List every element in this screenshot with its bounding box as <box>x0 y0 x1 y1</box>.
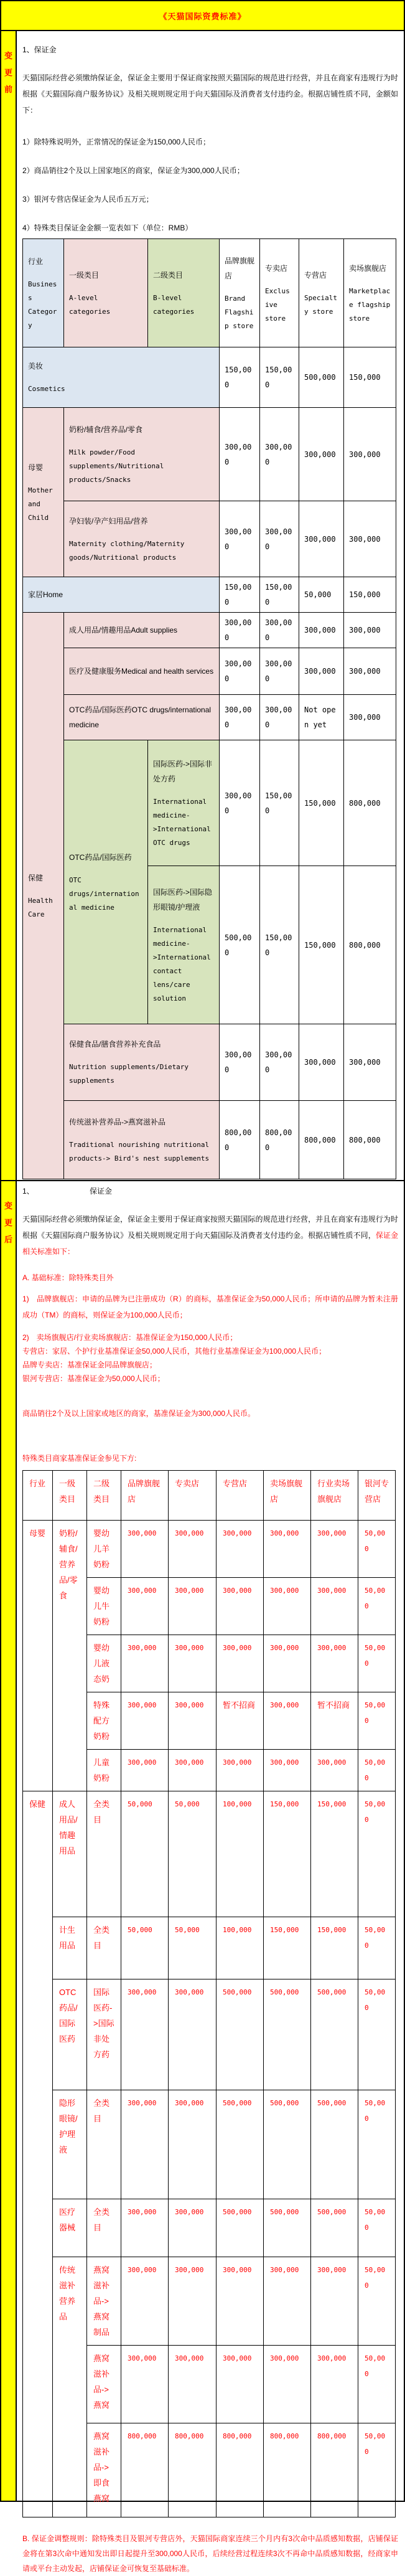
section-after-change <box>1 1180 404 2573</box>
fee-cell: 150,000 <box>260 347 299 408</box>
category-cell <box>64 648 220 695</box>
fee-cell: 300,000 <box>264 1635 311 1692</box>
fee-cell: 500,000 <box>299 347 344 408</box>
fee-cell: 150,000 <box>220 577 260 613</box>
industry-cell <box>23 408 64 577</box>
fee-cell: 300,000 <box>220 408 260 501</box>
table-row-supplements <box>23 1024 396 1101</box>
fee-cell: 300,000 <box>220 501 260 577</box>
fee-cell: 300,000 <box>169 1521 216 1578</box>
basic-standard-item-galaxy: 银河专营店：基准保证金为50,000人民币； <box>22 1374 165 1383</box>
deposit-item-2: 2）商品销往2个及以上国家地区的商家，保证金为300,000人民币； <box>22 166 244 175</box>
industry-en: Health Care <box>28 896 53 918</box>
table-header-row <box>23 239 396 347</box>
fee-cell: 300,000 <box>344 648 396 695</box>
table-row-medical <box>23 648 396 695</box>
fee-cell: 300,000 <box>121 1750 169 1791</box>
basic-standard-item-2: 2) 卖场旗舰店/行业卖场旗舰店：基准保证金为150,000人民币； <box>22 1333 238 1342</box>
category-cell: 燕窝滋补品->燕窝制品 <box>87 2257 121 2346</box>
category-cell <box>64 1024 220 1101</box>
category-cell <box>64 408 220 501</box>
category-cell: 传统滋补营养品 <box>53 2257 87 2517</box>
deposit-intro-paragraph <box>22 1211 398 1260</box>
header-cell-brand-flagship <box>220 239 260 347</box>
fee-cell: 50,000 <box>358 1979 396 2090</box>
fee-cell: 800,000 <box>344 740 396 866</box>
fee-cell: 150,000 <box>299 866 344 1024</box>
basic-standard-item-brand-exclusive: 品牌专卖店：基准保证金同品牌旗舰店； <box>22 1361 157 1369</box>
header-cn: 行业 <box>28 257 44 266</box>
category-cn: 奶粉/辅食/营养品/零食 <box>69 425 143 434</box>
fee-cell: 300,000 <box>121 2257 169 2346</box>
fee-cell: 300,000 <box>344 501 396 577</box>
fee-cell: 300,000 <box>121 2090 169 2199</box>
industry-cell: 母婴 <box>23 1521 53 1791</box>
header-en: A-level categories <box>69 293 111 316</box>
fee-cell: 50,000 <box>358 1791 396 1917</box>
category-cn: OTC药品/国际医药 <box>69 852 132 862</box>
fee-cell: 50,000 <box>121 1791 169 1917</box>
header-cell-marketplace <box>344 239 396 347</box>
table-row <box>23 1917 396 1979</box>
fee-cell: 300,000 <box>216 1635 264 1692</box>
header-en: Exclusive store <box>265 286 290 323</box>
fee-cell: 300,000 <box>264 2346 311 2423</box>
category-cell <box>148 740 220 866</box>
table-row-adult <box>23 613 396 648</box>
fee-cell: 500,000 <box>264 2090 311 2199</box>
deposit-heading <box>22 1186 398 1196</box>
category-cn: 家居Home <box>28 590 63 599</box>
fee-cell: 300,000 <box>121 2346 169 2423</box>
fee-cell: 300,000 <box>264 1692 311 1750</box>
fee-cell: 150,000 <box>311 1791 358 1917</box>
intro-red-text: 保证金相关标准如下： <box>22 1231 398 1256</box>
header-cell-exclusive: 专卖店 <box>169 1471 216 1521</box>
fee-cell: 50,000 <box>358 2257 396 2346</box>
fee-cell: 300,000 <box>220 740 260 866</box>
fee-cell: 300,000 <box>299 408 344 501</box>
category-cell: 全类目 <box>87 2199 121 2257</box>
category-en: Milk powder/Food supplements/Nutritional products/Snacks <box>69 448 164 484</box>
fee-table-before <box>22 238 396 1179</box>
fee-cell: 300,000 <box>264 1750 311 1791</box>
fee-cell: 300,000 <box>121 1521 169 1578</box>
special-category-intro: 特殊类目商家基准保证金参见下方: <box>22 1454 137 1463</box>
deposit-heading: 1、保证金 <box>22 45 57 54</box>
fee-cell: 150,000 <box>260 866 299 1024</box>
category-cell: 全类目 <box>87 1917 121 1979</box>
table-row-birdnest <box>23 1101 396 1179</box>
fee-cell: 300,000 <box>260 648 299 695</box>
change-label-char: 后 <box>4 1235 12 1244</box>
fee-cell: 800,000 <box>216 2423 264 2517</box>
fee-cell: 300,000 <box>169 2090 216 2199</box>
fee-cell: 800,000 <box>260 1101 299 1179</box>
fee-cell: 50,000 <box>169 1791 216 1917</box>
fee-cell: 300,000 <box>260 695 299 740</box>
heading-title: 保证金 <box>90 1187 113 1196</box>
fee-cell: 300,000 <box>311 2346 358 2423</box>
fee-cell: 300,000 <box>169 1578 216 1635</box>
category-cell: 儿童奶粉 <box>87 1750 121 1791</box>
fee-cell: 300,000 <box>264 1521 311 1578</box>
header-cell-marketplace: 卖场旗舰店 <box>264 1471 311 1521</box>
intro-black-text: 天猫国际经营必须缴纳保证金，保证金主要用于保证商家按照天猫国际的规范进行经营，并且在商家有违规行为时根据《天猫国际商户服务协议》及相关规则规定用于向天猫国际及消费者支付违约金。根据店铺性质不同， <box>22 1215 398 1240</box>
fee-cell: Not open yet <box>299 695 344 740</box>
deposit-item-3: 3）银河专营店保证金为人民币五万元； <box>22 195 154 204</box>
fee-cell: 100,000 <box>216 1791 264 1917</box>
category-cell: OTC药品/国际医药 <box>53 1979 87 2090</box>
category-cell: 婴幼儿羊奶粉 <box>87 1521 121 1578</box>
fee-cell: 50,000 <box>358 2423 396 2517</box>
category-cell: 婴幼儿液态奶 <box>87 1635 121 1692</box>
table-header-row <box>23 1471 396 1521</box>
fee-cell: 800,000 <box>299 1101 344 1179</box>
header-cn: 二级类目 <box>153 270 184 280</box>
category-en: Maternity clothing/Maternity goods/Nutritional products <box>69 539 185 562</box>
fee-cell: 300,000 <box>311 1635 358 1692</box>
fee-cell: 800,000 <box>344 866 396 1024</box>
fee-cell: 300,000 <box>169 1635 216 1692</box>
fee-cell: 300,000 <box>344 695 396 740</box>
fee-cell: 300,000 <box>344 408 396 501</box>
fee-cell: 800,000 <box>169 2423 216 2517</box>
industry-cell: 保健 <box>23 1791 53 2517</box>
fee-cell: 50,000 <box>358 1692 396 1750</box>
category-cell: 隐形眼镜/护理液 <box>53 2090 87 2199</box>
category-cell: 特殊配方奶粉 <box>87 1692 121 1750</box>
category-cn: 传统滋补营养品->燕窝滋补品 <box>69 1117 166 1126</box>
fee-cell: 300,000 <box>260 408 299 501</box>
category-cell: 全类目 <box>87 1791 121 1917</box>
header-en: Specialty store <box>304 293 337 316</box>
header-cell-specialty: 专营店 <box>216 1471 264 1521</box>
fee-cell: 300,000 <box>169 1750 216 1791</box>
fee-cell: 500,000 <box>216 1979 264 2090</box>
fee-cell: 300,000 <box>216 1578 264 1635</box>
category-cell <box>64 613 220 648</box>
header-cell-cat1 <box>64 239 148 347</box>
header-en: Brand Flagship store <box>225 294 254 330</box>
fee-cell: 300,000 <box>121 2199 169 2257</box>
multi-country-note: 商品销往2个及以上国家或地区的商家，基准保证金为300,000人民币。 <box>22 1409 256 1418</box>
category-cell <box>64 695 220 740</box>
fee-cell: 50,000 <box>358 1917 396 1979</box>
section-after-content <box>17 1181 404 2573</box>
table-row <box>23 1521 396 1578</box>
header-cell-cat1: 一级类目 <box>53 1471 87 1521</box>
fee-cell: 300,000 <box>169 1979 216 2090</box>
fee-cell: 50,000 <box>299 577 344 613</box>
category-cn: OTC药品/国际医药OTC drugs/international medicine <box>69 705 212 729</box>
table-row-otc-nonrx <box>23 740 396 866</box>
fee-cell: 暂不招商 <box>216 1692 264 1750</box>
category-cell <box>23 577 220 613</box>
header-cn: 一级类目 <box>69 270 100 280</box>
deposit-intro-paragraph: 天猫国际经营必须缴纳保证金，保证金主要用于保证商家按照天猫国际的规范进行经营，并且在商家有违规行为时根据《天猫国际商户服务协议》及相关规则规定用于向天猫国际及消费者支付违约金。根据店铺性质不同，金额如下： <box>22 73 398 115</box>
fee-cell: 300,000 <box>216 1750 264 1791</box>
category-cell: 婴幼儿牛奶粉 <box>87 1578 121 1635</box>
change-label-char: 更 <box>4 1218 12 1227</box>
fee-cell: 300,000 <box>220 1024 260 1101</box>
fee-cell: 300,000 <box>216 1521 264 1578</box>
fee-cell: 300,000 <box>220 695 260 740</box>
industry-en: Mother and Child <box>28 486 53 522</box>
page-title: 《天猫国际资费标准》 <box>159 11 246 21</box>
header-cell-exclusive <box>260 239 299 347</box>
category-cell: 全类目 <box>87 2090 121 2199</box>
table-row <box>23 2090 396 2199</box>
fee-cell: 300,000 <box>216 2346 264 2423</box>
change-label-char: 前 <box>4 85 12 94</box>
category-cell: 医疗器械 <box>53 2199 87 2257</box>
category-cell: 国际医药->国际非处方药 <box>87 1979 121 2090</box>
category-cell <box>64 1101 220 1179</box>
category-en: International medicine->International OTC drugs <box>153 797 211 847</box>
category-en: International medicine->International contact lens/care solution <box>153 925 211 1003</box>
category-cell: 燕窝滋补品->燕窝 <box>87 2346 121 2423</box>
fee-cell: 50,000 <box>121 1917 169 1979</box>
fee-cell: 300,000 <box>260 501 299 577</box>
category-en: OTC drugs/international medicine <box>69 875 139 912</box>
table-row <box>23 1791 396 1917</box>
adjustment-rule-paragraph: B. 保证金调整规则：除特殊类目及银河专营店外，天猫国际商家连续三个月内有3次命中品质感知数据，店铺保证金将在第3次命中通知发出即日起提升至300,000人民币，后续经营过程连续3次不再命中品质感知数据，经商家申请或平台主动发起，店铺保证金可恢复至基础标准。 <box>22 2534 398 2573</box>
header-cn: 卖场旗舰店 <box>349 263 387 273</box>
fee-cell: 150,000 <box>299 740 344 866</box>
category-cell: 计生用品 <box>53 1917 87 1979</box>
fee-cell: 150,000 <box>344 347 396 408</box>
fee-cell: 500,000 <box>311 1979 358 2090</box>
header-cell-cat2: 二级类目 <box>87 1471 121 1521</box>
change-label-char: 更 <box>4 68 12 77</box>
fee-cell: 300,000 <box>121 1578 169 1635</box>
category-cell <box>64 501 220 577</box>
fee-cell: 100,000 <box>216 1917 264 1979</box>
table-row <box>23 2257 396 2346</box>
fee-cell: 150,000 <box>260 740 299 866</box>
fee-cell: 150,000 <box>264 1791 311 1917</box>
table-row-milk <box>23 408 396 501</box>
section-before-content <box>17 31 404 1180</box>
table-row <box>23 2199 396 2257</box>
fee-cell: 50,000 <box>358 1521 396 1578</box>
fee-cell: 300,000 <box>311 2257 358 2346</box>
header-en: Marketplace flagship store <box>349 286 391 323</box>
header-cn: 品牌旗舰店 <box>225 256 255 280</box>
fee-cell: 300,000 <box>344 613 396 648</box>
fee-cell: 150,000 <box>311 1917 358 1979</box>
change-label-char: 变 <box>4 1201 12 1210</box>
table-row-cosmetics <box>23 347 396 408</box>
header-en: Business Category <box>28 280 57 329</box>
fee-cell: 300,000 <box>299 648 344 695</box>
category-cn: 成人用品/情趣用品Adult supplies <box>69 626 178 635</box>
header-cell-cat2 <box>148 239 220 347</box>
title-band <box>1 1 404 31</box>
header-cell-specialty <box>299 239 344 347</box>
table-row <box>23 1979 396 2090</box>
category-en: Cosmetics <box>28 385 65 393</box>
category-cn: 保健食品/膳食营养补充食品 <box>69 1040 161 1049</box>
fee-cell: 300,000 <box>220 613 260 648</box>
fee-cell: 300,000 <box>121 1692 169 1750</box>
fee-cell: 500,000 <box>220 866 260 1024</box>
category-cn: 美妆 <box>28 362 44 370</box>
category-cn: 医疗及健康服务Medical and health services <box>69 667 214 676</box>
heading-number: 1、 <box>22 1187 34 1196</box>
fee-cell: 300,000 <box>220 648 260 695</box>
fee-cell: 300,000 <box>169 2346 216 2423</box>
fee-cell: 300,000 <box>169 2199 216 2257</box>
header-cell-industry-marketplace: 行业卖场旗舰店 <box>311 1471 358 1521</box>
fee-cell: 500,000 <box>264 1979 311 2090</box>
table-row-otc <box>23 695 396 740</box>
category-cell <box>23 347 220 408</box>
change-after-label <box>1 1181 17 2501</box>
fee-cell: 50,000 <box>358 2090 396 2199</box>
header-en: B-level categories <box>153 293 195 316</box>
section-before-change <box>1 31 404 1180</box>
deposit-item-4: 4）特殊类目保证金金额一览表如下（单位：RMB） <box>22 224 193 232</box>
fee-cell: 150,000 <box>220 347 260 408</box>
table-row-maternity <box>23 501 396 577</box>
fee-cell: 300,000 <box>344 1024 396 1101</box>
fee-cell: 300,000 <box>260 1024 299 1101</box>
fee-cell: 50,000 <box>358 1635 396 1692</box>
fee-cell: 500,000 <box>216 2199 264 2257</box>
header-cell-industry <box>23 239 64 347</box>
fee-cell: 50,000 <box>169 1917 216 1979</box>
fee-cell: 300,000 <box>299 501 344 577</box>
change-label-char: 变 <box>4 51 12 60</box>
fee-cell: 800,000 <box>344 1101 396 1179</box>
fee-cell: 300,000 <box>311 1521 358 1578</box>
header-cell-industry: 行业 <box>23 1471 53 1521</box>
fee-cell: 800,000 <box>264 2423 311 2517</box>
category-cell <box>64 740 148 1024</box>
fee-cell: 50,000 <box>358 1578 396 1635</box>
fee-cell: 500,000 <box>311 2199 358 2257</box>
fee-cell: 暂不招商 <box>311 1692 358 1750</box>
fee-table-after <box>22 1470 396 2517</box>
fee-cell: 300,000 <box>299 613 344 648</box>
fee-cell: 500,000 <box>264 2199 311 2257</box>
fee-cell: 800,000 <box>121 2423 169 2517</box>
category-cn: 孕妇装/孕产妇用品/营养 <box>69 516 148 526</box>
basic-standard-title: A. 基础标准：除特殊类目外 <box>22 1273 114 1282</box>
deposit-item-1: 1）除特殊说明外，正常情况的保证金为150,000人民币； <box>22 138 211 146</box>
fee-cell: 150,000 <box>264 1917 311 1979</box>
change-before-label <box>1 31 17 1180</box>
header-cell-brand-flagship: 品牌旗舰店 <box>121 1471 169 1521</box>
fee-cell: 300,000 <box>264 2257 311 2346</box>
fee-cell: 150,000 <box>344 577 396 613</box>
category-cn: 国际医药->国际隐形眼镜/护理液 <box>153 887 213 912</box>
category-cn: 国际医药->国际非处方药 <box>153 759 213 783</box>
fee-cell: 500,000 <box>216 2090 264 2199</box>
fee-cell: 300,000 <box>121 1979 169 2090</box>
category-cell: 燕窝滋补品->即食燕窝 <box>87 2423 121 2517</box>
fee-cell: 300,000 <box>121 1635 169 1692</box>
category-cell: 奶粉/辅食/营养品/零食 <box>53 1521 87 1791</box>
basic-standard-item-1: 1) 品牌旗舰店：申请的品牌为已注册成功（R）的商标，基准保证金为50,000人民币；所申请的品牌为暂未注册成功（TM）的商标，则保证金为100,000人民币； <box>22 1295 398 1319</box>
industry-cn: 保健 <box>28 873 44 882</box>
industry-cell <box>23 613 64 1179</box>
fee-cell: 300,000 <box>299 1024 344 1101</box>
fee-cell: 50,000 <box>358 1750 396 1791</box>
fee-cell: 800,000 <box>311 2423 358 2517</box>
fee-cell: 300,000 <box>169 1692 216 1750</box>
header-cell-galaxy: 银河专营店 <box>358 1471 396 1521</box>
fee-cell: 300,000 <box>216 2257 264 2346</box>
category-en: Nutrition supplements/Dietary supplements <box>69 1063 189 1085</box>
table-row-home <box>23 577 396 613</box>
basic-standard-items <box>22 1331 398 1385</box>
industry-cn: 母婴 <box>28 463 44 472</box>
fee-cell: 300,000 <box>264 1578 311 1635</box>
basic-standard-item-specialty: 专营店：家居、个护行业基准保证金50,000人民币，其他行业基准保证金为100,000人民币； <box>22 1347 327 1356</box>
header-cn: 专营店 <box>304 270 327 280</box>
category-cell: 成人用品/情趣用品 <box>53 1791 87 1917</box>
fee-cell: 300,000 <box>260 613 299 648</box>
fee-cell: 300,000 <box>311 1578 358 1635</box>
fee-cell: 150,000 <box>260 577 299 613</box>
category-en: Traditional nourishing nutritional products-> Bird's nest supplements <box>69 1140 210 1163</box>
fee-cell: 50,000 <box>358 2346 396 2423</box>
header-cn: 专卖店 <box>265 263 288 273</box>
fee-cell: 300,000 <box>311 1750 358 1791</box>
category-cell <box>148 866 220 1024</box>
fee-cell: 800,000 <box>220 1101 260 1179</box>
fee-cell: 300,000 <box>169 2257 216 2346</box>
fee-cell: 500,000 <box>311 2090 358 2199</box>
fee-cell: 50,000 <box>358 2199 396 2257</box>
